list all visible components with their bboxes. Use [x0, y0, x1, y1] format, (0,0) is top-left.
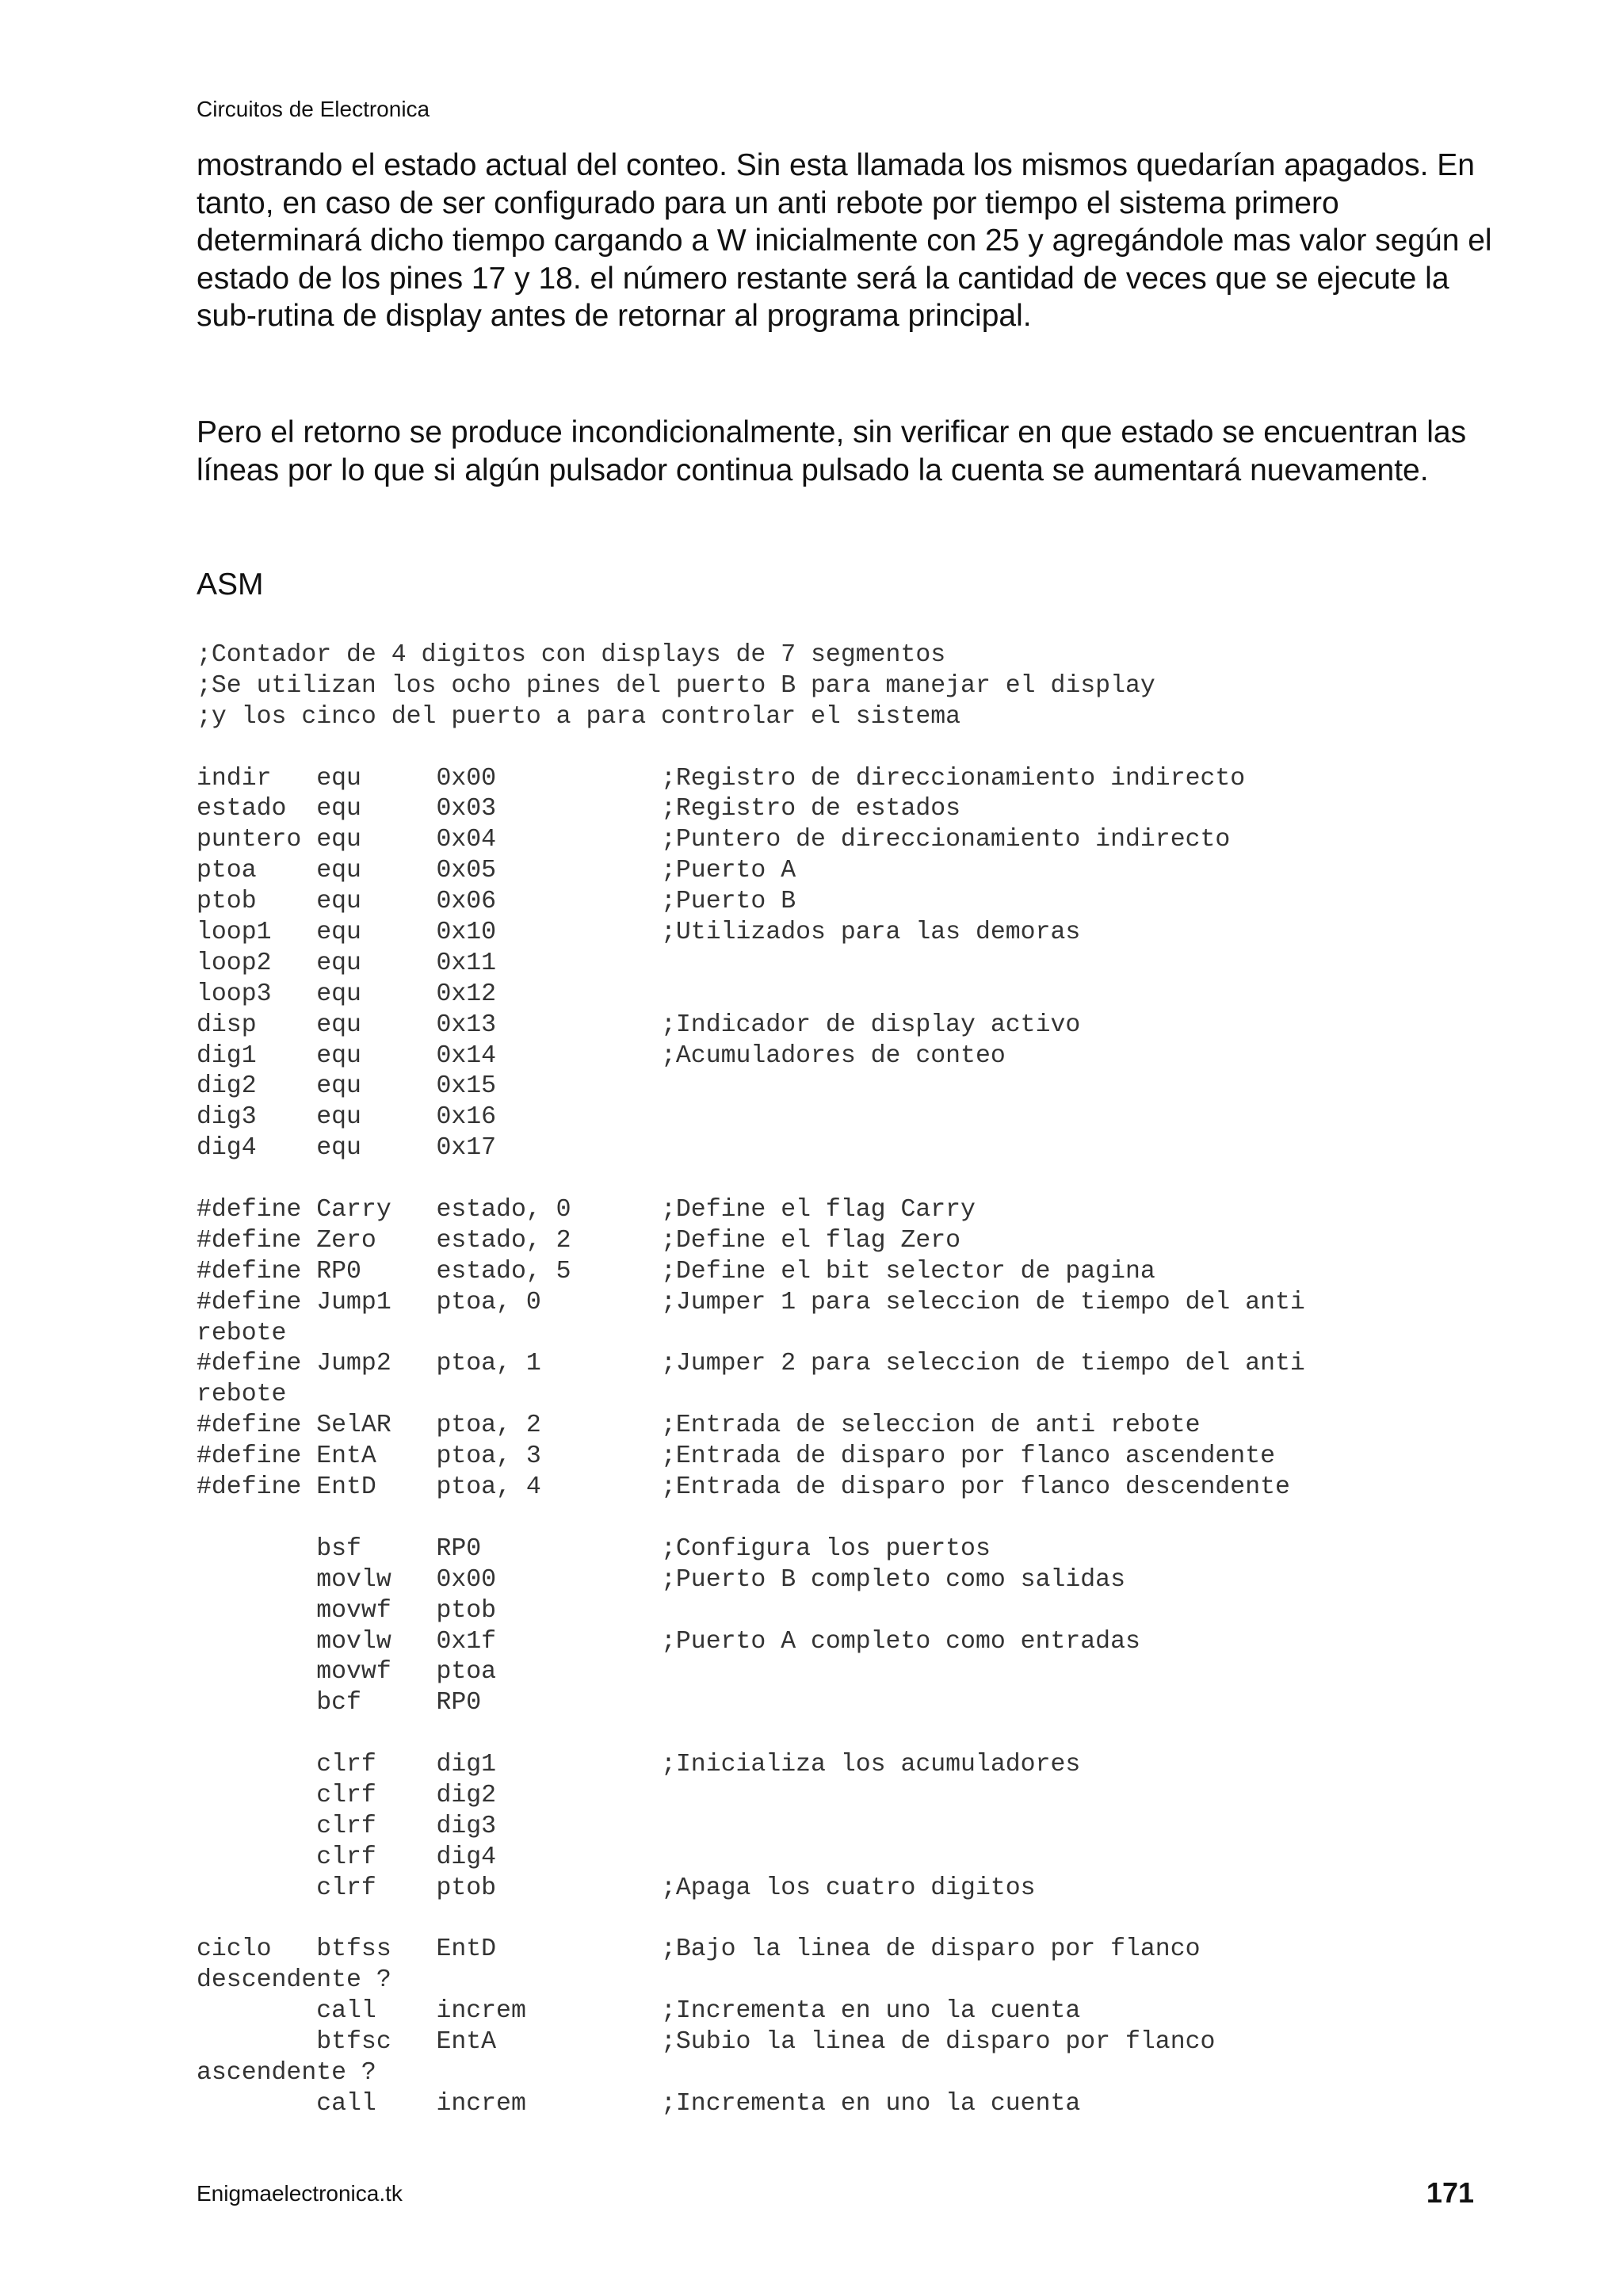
footer-site: Enigmaelectronica.tk	[197, 2181, 403, 2206]
code-line	[197, 1904, 1528, 1935]
code-line: #define EntA ptoa, 3 ;Entrada de disparo por flanco ascendente	[197, 1442, 1276, 1471]
page-number: 171	[1426, 2176, 1474, 2209]
code-line: clrf dig1 ;Inicializa los acumuladores	[197, 1751, 1081, 1779]
code-line: call increm ;Incrementa en uno la cuenta	[197, 2089, 1081, 2118]
code-line: rebote	[197, 1381, 287, 1409]
code-line: loop2 equ 0x11	[197, 949, 497, 977]
code-line: call increm ;Incrementa en uno la cuenta	[197, 1997, 1081, 2026]
body-paragraph-2	[197, 414, 1496, 489]
code-line: movwf ptob	[197, 1596, 497, 1625]
code-line: btfsc EntA ;Subio la linea de disparo por flanco	[197, 2028, 1216, 2057]
code-line: #define RP0 estado, 5 ;Define el bit selector de pagina	[197, 1257, 1155, 1286]
code-line: descendente ?	[197, 1966, 391, 1995]
section-heading: ASM	[197, 567, 264, 602]
code-line	[197, 733, 1528, 764]
code-line: clrf ptob ;Apaga los cuatro digitos	[197, 1874, 1036, 1902]
code-line: ascendente ?	[197, 2058, 376, 2087]
code-line: disp equ 0x13 ;Indicador de display activo	[197, 1010, 1081, 1039]
code-line: estado equ 0x03 ;Registro de estados	[197, 795, 961, 823]
code-line: bsf RP0 ;Configura los puertos	[197, 1534, 991, 1563]
paragraph-text: Pero el retorno se produce incondicionalmente, sin verificar en que estado se encuentran las líneas por lo que si algún pulsador continua pulsado la cuenta se aumentará nuevamente.	[197, 415, 1467, 487]
code-line: #define EntD ptoa, 4 ;Entrada de disparo por flanco descendente	[197, 1473, 1290, 1502]
code-line: clrf dig3	[197, 1812, 497, 1840]
code-line: dig4 equ 0x17	[197, 1134, 497, 1163]
code-line: ;y los cinco del puerto a para controlar el sistema	[197, 702, 961, 731]
code-line: rebote	[197, 1319, 287, 1347]
code-line	[197, 1719, 1528, 1750]
code-line: #define SelAR ptoa, 2 ;Entrada de seleccion de anti rebote	[197, 1412, 1201, 1440]
code-line: #define Jump1 ptoa, 0 ;Jumper 1 para seleccion de tiempo del anti	[197, 1288, 1305, 1316]
code-line: movlw 0x1f ;Puerto A completo como entradas	[197, 1627, 1140, 1656]
body-paragraph-1	[197, 147, 1496, 335]
code-listing	[197, 640, 1528, 2120]
code-line	[197, 1503, 1528, 1534]
code-line: ;Contador de 4 digitos con displays de 7 segmentos	[197, 641, 946, 669]
code-line: ciclo btfss EntD ;Bajo la linea de disparo por flanco	[197, 1935, 1201, 1964]
code-line: movlw 0x00 ;Puerto B completo como salidas	[197, 1565, 1125, 1594]
code-line: bcf RP0	[197, 1689, 482, 1717]
code-line: puntero equ 0x04 ;Puntero de direccionamiento indirecto	[197, 826, 1231, 854]
code-line: loop3 equ 0x12	[197, 980, 497, 1008]
code-line: clrf dig4	[197, 1843, 497, 1871]
code-line: #define Zero estado, 2 ;Define el flag Zero	[197, 1226, 961, 1255]
code-line: clrf dig2	[197, 1781, 497, 1809]
code-line: ;Se utilizan los ocho pines del puerto B para manejar el display	[197, 671, 1155, 700]
code-line: dig3 equ 0x16	[197, 1103, 497, 1132]
code-line: movwf ptoa	[197, 1658, 497, 1687]
code-line: ptob equ 0x06 ;Puerto B	[197, 888, 796, 916]
code-line: #define Jump2 ptoa, 1 ;Jumper 2 para seleccion de tiempo del anti	[197, 1350, 1305, 1378]
code-line: #define Carry estado, 0 ;Define el flag Carry	[197, 1196, 976, 1224]
paragraph-text: mostrando el estado actual del conteo. Sin esta llamada los mismos quedarían apagados. En tanto, en caso de ser configurado para un anti rebote por tiempo el sistema primero determinará dicho tiempo cargando a W inicialmente con 25 y agregándole mas valor según el estado de los pines 17 y 18. el número restante será la cantidad de veces que se ejecute la sub-rutina de display antes de retornar al programa principal.	[197, 148, 1492, 333]
code-line: dig2 equ 0x15	[197, 1072, 497, 1101]
code-line: loop1 equ 0x10 ;Utilizados para las demoras	[197, 919, 1081, 947]
code-line: dig1 equ 0x14 ;Acumuladores de conteo	[197, 1041, 1006, 1070]
code-line: ptoa equ 0x05 ;Puerto A	[197, 857, 796, 885]
running-header: Circuitos de Electronica	[197, 97, 430, 121]
code-line	[197, 1164, 1528, 1195]
code-line: indir equ 0x00 ;Registro de direccionamiento indirecto	[197, 764, 1246, 793]
